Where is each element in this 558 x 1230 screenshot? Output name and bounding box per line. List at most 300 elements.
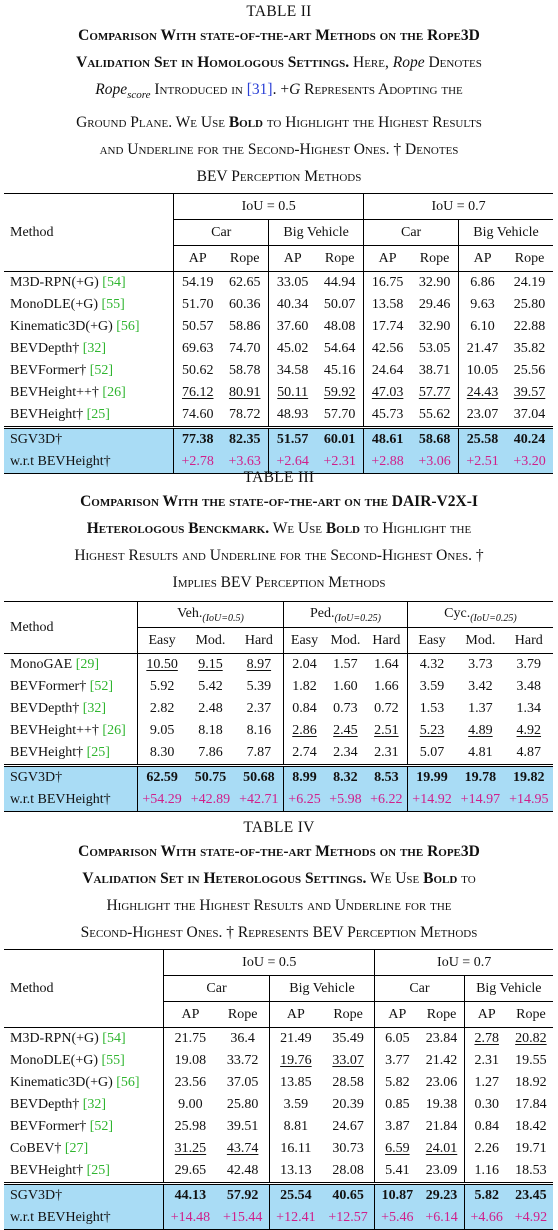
second-best-value: 76.12 (181, 385, 214, 401)
column-header: Hard (244, 632, 273, 648)
gain-value: +14.95 (505, 789, 553, 812)
group-iou: (IoU=0.25) (470, 612, 517, 624)
best-value: 19.99 (407, 766, 456, 790)
citation-link[interactable]: [25] (86, 407, 110, 423)
caption-text: Represents Adopting the (300, 81, 463, 98)
value-cell: 28.08 (332, 1163, 364, 1178)
gain-value: +42.71 (235, 789, 284, 812)
value-cell: 23.56 (164, 1072, 217, 1094)
value-cell: 17.74 (364, 316, 411, 338)
subgroup-header: Car (375, 976, 464, 1002)
group-iou: (IoU=0.5) (202, 612, 244, 624)
method-name (4, 294, 174, 316)
group-header (284, 602, 408, 628)
caption-line (6, 865, 552, 892)
value-cell: 25.80 (226, 1097, 259, 1112)
value-cell: 1.60 (333, 679, 358, 694)
value-cell (221, 382, 268, 404)
table-caption (0, 488, 558, 596)
value-cell: 13.58 (364, 294, 411, 316)
caption-text: Implies BEV Perception Methods (172, 574, 386, 591)
best-value: 10.87 (375, 1184, 420, 1208)
best-value: 57.92 (217, 1184, 270, 1208)
value-cell: 21.75 (164, 1028, 217, 1051)
group-header (407, 602, 553, 628)
citation-link[interactable]: [29] (75, 657, 100, 672)
caption-text: Heterologous Benckmark. (86, 520, 270, 537)
value-cell: 28.58 (332, 1075, 364, 1090)
method-header: Method (10, 224, 54, 240)
caption-text: to Highlight the Highest Results (263, 114, 482, 132)
column-header: Mod. (465, 632, 496, 648)
method-label: M3D-RPN(+G) (10, 1031, 99, 1046)
gain-label: w.r.t BEVHeight† (4, 451, 174, 474)
column-header: Rope (333, 1006, 363, 1022)
caption-text: Rope (392, 54, 425, 71)
value-cell: 54.64 (323, 341, 356, 357)
results-table (0, 193, 558, 474)
results-table (0, 949, 558, 1230)
subgroup-header: Big Vehicle (269, 220, 364, 246)
caption-text: BEV Perception Methods (196, 168, 362, 186)
gain-label: w.r.t BEVHeight† (4, 1207, 164, 1230)
column-header: Hard (372, 632, 401, 648)
value-cell: 37.05 (226, 1075, 259, 1090)
caption-text: Here, (349, 54, 393, 71)
table-row (4, 382, 553, 404)
value-cell: 36.4 (217, 1028, 270, 1051)
value-cell: 34.58 (269, 360, 316, 382)
value-cell: 5.92 (137, 676, 186, 698)
value-cell: 32.90 (418, 319, 451, 335)
method-label: MonoGAE (10, 657, 73, 672)
citation-link[interactable]: [56] (116, 319, 140, 335)
value-cell: 1.27 (464, 1072, 509, 1094)
column-header: AP (459, 246, 506, 272)
best-value: 60.01 (316, 428, 363, 452)
second-best-value: 19.76 (280, 1053, 312, 1068)
value-cell: 2.82 (137, 698, 186, 720)
value-cell: 42.48 (226, 1163, 259, 1178)
method-label: BEVHeight++† (10, 385, 99, 401)
gain-label: w.r.t BEVHeight† (4, 789, 137, 812)
value-cell: 40.34 (269, 294, 316, 316)
best-value: 40.65 (322, 1184, 375, 1208)
ours-row (4, 428, 553, 452)
caption-line (6, 569, 552, 596)
value-cell: 3.48 (516, 679, 542, 694)
value-cell (284, 720, 325, 742)
value-cell (186, 654, 234, 677)
caption-line (6, 488, 552, 515)
value-cell: 21.49 (269, 1028, 322, 1051)
best-value: 58.68 (411, 428, 458, 452)
value-cell: 6.86 (459, 272, 506, 295)
gain-value: +2.88 (364, 451, 411, 474)
value-cell: 62.65 (221, 272, 268, 295)
value-cell: 5.39 (246, 679, 272, 694)
citation-link[interactable]: [54] (102, 275, 126, 291)
value-cell: 0.72 (374, 701, 399, 716)
gain-value: +14.97 (456, 789, 504, 812)
table-row (4, 698, 553, 720)
table-row (4, 1028, 553, 1051)
caption-text: Highest Results and Underline for the Second-Highest Ones. † (74, 547, 484, 564)
gain-value: +54.29 (137, 789, 186, 812)
value-cell (509, 1028, 553, 1051)
column-header: Rope (229, 250, 260, 266)
value-cell (364, 382, 411, 404)
table-row (4, 1072, 553, 1094)
method-name (4, 742, 137, 766)
second-best-value: 59.92 (323, 385, 356, 401)
value-cell: 3.79 (505, 654, 553, 677)
method-label: BEVHeight† (10, 407, 84, 423)
table-row (4, 676, 553, 698)
best-value: 50.68 (235, 766, 284, 790)
value-cell: 24.19 (506, 272, 553, 295)
best-value: 19.82 (505, 766, 553, 790)
value-cell: 45.73 (364, 404, 411, 428)
value-cell (269, 1050, 322, 1072)
value-cell: 32.90 (411, 272, 458, 295)
ours-method: SGV3D† (4, 428, 174, 452)
subgroup-header: Car (164, 976, 269, 1002)
best-value: 82.35 (221, 428, 268, 452)
second-best-value: 50.11 (277, 385, 309, 401)
second-best-value: 6.59 (385, 1141, 410, 1156)
caption-text: [31] (246, 81, 273, 98)
method-name (4, 1160, 164, 1184)
value-cell: 13.85 (269, 1072, 322, 1094)
value-cell: 42.56 (364, 338, 411, 360)
table-label: TABLE II (246, 3, 312, 20)
table-caption (0, 838, 558, 946)
group-header: IoU = 0.5 (174, 194, 364, 220)
value-cell: 1.57 (325, 654, 366, 677)
gain-value: +5.98 (325, 789, 366, 812)
citation-link[interactable]: [52] (89, 679, 114, 694)
value-cell (137, 654, 186, 677)
column-header: AP (464, 1002, 509, 1028)
second-best-value: 24.43 (466, 385, 499, 401)
value-cell: 23.06 (425, 1075, 458, 1090)
method-name (4, 382, 174, 404)
table-row (4, 338, 553, 360)
method-label: BEVHeight++† (10, 723, 99, 738)
column-header: Rope (426, 1006, 457, 1022)
ours-row (4, 1184, 553, 1208)
value-cell: 9.63 (459, 294, 506, 316)
caption-line (6, 136, 552, 163)
method-label: MonoDLE(+G) (10, 1053, 98, 1068)
value-cell: 0.73 (333, 701, 358, 716)
citation-link[interactable]: [27] (64, 1141, 89, 1156)
method-label: BEVDepth† (10, 341, 80, 357)
value-cell: 2.74 (284, 742, 325, 766)
subgroup-header: Big Vehicle (464, 976, 553, 1002)
column-header: Easy (284, 628, 325, 654)
subgroup-header: Big Vehicle (459, 220, 553, 246)
value-cell: 0.84 (464, 1116, 509, 1138)
second-best-value: 33.07 (332, 1053, 364, 1068)
value-cell: 0.84 (284, 698, 325, 720)
gain-value: +6.22 (366, 789, 407, 812)
gain-value: +14.92 (407, 789, 456, 812)
table-row (4, 316, 553, 338)
ours-row (4, 766, 553, 790)
best-value: 77.38 (174, 428, 221, 452)
value-cell: 7.86 (198, 745, 223, 760)
second-best-value: 4.89 (468, 723, 493, 738)
value-cell: 44.94 (316, 272, 363, 295)
group-header: IoU = 0.7 (375, 950, 553, 976)
header-row (4, 602, 553, 628)
value-cell: 23.09 (425, 1163, 458, 1178)
value-cell (506, 382, 553, 404)
value-cell: 16.75 (364, 272, 411, 295)
method-name (4, 1072, 164, 1094)
second-best-value: 57.77 (418, 385, 451, 401)
method-label: Kinematic3D(+G) (10, 319, 113, 335)
table-row (4, 1138, 553, 1160)
value-cell: 29.65 (164, 1160, 217, 1184)
value-cell: 1.34 (516, 701, 542, 716)
caption-text: Ground Plane. We Use (76, 114, 229, 132)
gain-value: +2.64 (269, 451, 316, 474)
caption-text: Validation Set in Heterologous Settings. (82, 870, 367, 887)
column-header: AP (269, 1002, 322, 1028)
value-cell: 25.98 (164, 1116, 217, 1138)
gain-value: +3.06 (411, 451, 458, 474)
value-cell: 8.30 (137, 742, 186, 766)
second-best-value: 2.51 (374, 723, 399, 738)
value-cell: 4.87 (516, 745, 542, 760)
value-cell: 8.18 (198, 723, 223, 738)
table-row (4, 654, 553, 677)
method-label: BEVHeight† (10, 1163, 84, 1178)
column-header: Rope (227, 1006, 258, 1022)
second-best-value: 2.86 (292, 723, 317, 738)
value-cell: 5.82 (375, 1072, 420, 1094)
value-cell: 38.71 (418, 363, 451, 379)
group-header: IoU = 0.5 (164, 950, 375, 976)
citation-link[interactable]: [26] (102, 385, 126, 401)
value-cell: 51.70 (174, 294, 221, 316)
gain-value: +4.92 (509, 1207, 553, 1230)
caption-text: Bold (325, 520, 361, 537)
column-header: Rope (516, 1006, 546, 1022)
gain-value: +15.44 (217, 1207, 270, 1230)
gain-value: +2.78 (174, 451, 221, 474)
citation-link[interactable]: [52] (89, 363, 114, 379)
table-row (4, 1116, 553, 1138)
value-cell: 30.73 (332, 1141, 364, 1156)
value-cell: 19.71 (515, 1141, 547, 1156)
value-cell: 9.00 (164, 1094, 217, 1116)
method-name (4, 404, 174, 428)
comparison-table (4, 949, 553, 1230)
value-cell: 48.08 (323, 319, 356, 335)
gain-value: +42.89 (186, 789, 234, 812)
citation-link[interactable]: [54] (102, 1031, 126, 1046)
method-header: Method (10, 619, 54, 635)
value-cell: 0.30 (464, 1094, 509, 1116)
value-cell: 17.84 (515, 1097, 547, 1112)
column-header: Easy (407, 628, 456, 654)
table-row (4, 404, 553, 428)
value-cell (505, 720, 553, 742)
caption-line (6, 838, 552, 865)
caption-text: Highlight the Highest Results and Underline for the (106, 897, 452, 914)
value-cell: 24.67 (332, 1119, 364, 1134)
gain-value: +3.63 (221, 451, 268, 474)
value-cell (322, 1050, 375, 1072)
value-cell (269, 382, 316, 404)
value-cell: 10.05 (459, 360, 506, 382)
gain-value: +4.66 (464, 1207, 509, 1230)
value-cell (411, 382, 458, 404)
caption-line (6, 109, 552, 136)
value-cell: 8.81 (269, 1116, 322, 1138)
table-row (4, 294, 553, 316)
value-cell: 29.46 (418, 297, 451, 313)
value-cell: 45.02 (269, 338, 316, 360)
caption-text: Bold (423, 870, 458, 887)
citation-link[interactable]: [52] (89, 1119, 114, 1134)
method-name (4, 1116, 164, 1138)
value-cell: 18.92 (515, 1075, 547, 1090)
table-row (4, 1160, 553, 1184)
caption-line (6, 892, 552, 919)
value-cell: 2.26 (464, 1138, 509, 1160)
gain-row (4, 1207, 553, 1230)
table-row (4, 360, 553, 382)
caption-text: We Use (269, 520, 326, 537)
table-row (4, 272, 553, 295)
second-best-value: 24.01 (425, 1141, 458, 1156)
caption-line (6, 22, 552, 49)
value-cell: 24.64 (364, 360, 411, 382)
second-best-value: 20.82 (515, 1031, 547, 1046)
column-header: Mod. (195, 632, 226, 648)
value-cell: 35.82 (513, 341, 546, 357)
caption-line (6, 919, 552, 946)
best-value: 23.45 (509, 1184, 553, 1208)
comparison-table (4, 601, 553, 812)
value-cell: 50.07 (323, 297, 356, 313)
best-value: 25.58 (459, 428, 506, 452)
value-cell: 5.07 (407, 742, 456, 766)
caption-line (6, 515, 552, 542)
second-best-value: 43.74 (226, 1141, 259, 1156)
value-cell: 21.84 (425, 1119, 458, 1134)
citation-link[interactable]: [32] (82, 701, 107, 716)
citation-link[interactable]: [56] (116, 1075, 140, 1090)
caption-text: score (127, 89, 151, 102)
citation-link[interactable]: [55] (101, 1053, 125, 1068)
method-name (4, 1028, 164, 1051)
gain-row (4, 789, 553, 812)
citation-link[interactable]: [55] (101, 297, 125, 313)
method-name (4, 720, 137, 742)
value-cell: 9.05 (137, 720, 186, 742)
column-header: Rope (419, 250, 450, 266)
value-cell: 3.59 (269, 1094, 322, 1116)
value-cell: 2.31 (374, 745, 399, 760)
citation-link[interactable]: [32] (82, 341, 107, 357)
best-value: 19.78 (456, 766, 504, 790)
caption-line (6, 163, 552, 190)
second-best-value: 2.78 (474, 1031, 499, 1046)
caption-text: Comparison With state-of-the-art Methods on the Rope3D (78, 27, 480, 44)
value-cell (164, 1138, 217, 1160)
value-cell: 5.41 (375, 1160, 420, 1184)
citation-link[interactable]: [25] (86, 745, 110, 760)
value-cell: 19.55 (515, 1053, 547, 1068)
method-label: BEVFormer† (10, 1119, 87, 1134)
group-iou: (IoU=0.25) (334, 612, 381, 624)
best-value: 8.99 (284, 766, 325, 790)
value-cell (419, 1138, 464, 1160)
table-iv-block (0, 818, 558, 1230)
comparison-table (4, 193, 553, 474)
value-cell (316, 382, 363, 404)
table-row (4, 1050, 553, 1072)
caption-text: . + (272, 81, 290, 98)
second-best-value: 31.25 (174, 1141, 207, 1156)
table-row (4, 742, 553, 766)
citation-link[interactable]: [25] (86, 1163, 110, 1178)
method-label: M3D-RPN(+G) (10, 275, 99, 291)
gain-value: +6.25 (284, 789, 325, 812)
value-cell: 0.85 (375, 1094, 420, 1116)
subgroup-header: Car (174, 220, 269, 246)
value-cell: 22.88 (513, 319, 546, 335)
column-header: Mod. (330, 632, 361, 648)
value-cell: 37.60 (269, 316, 316, 338)
method-label: BEVFormer† (10, 363, 87, 379)
citation-link[interactable]: [32] (82, 1097, 107, 1112)
value-cell: 33.72 (226, 1053, 259, 1068)
value-cell: 2.34 (333, 745, 358, 760)
value-cell: 19.08 (164, 1050, 217, 1072)
value-cell: 55.62 (418, 407, 451, 423)
group-title: Cyc. (444, 605, 471, 621)
value-cell: 3.87 (375, 1116, 420, 1138)
value-cell: 2.48 (198, 701, 223, 716)
method-label: BEVDepth† (10, 701, 80, 716)
value-cell: 50.57 (174, 316, 221, 338)
value-cell: 2.31 (464, 1050, 509, 1072)
gain-value: +12.57 (322, 1207, 375, 1230)
value-cell: 2.04 (284, 654, 325, 677)
column-header: Rope (324, 250, 355, 266)
table-ii-block (0, 2, 558, 474)
second-best-value: 2.45 (333, 723, 358, 738)
gain-value: +14.48 (164, 1207, 217, 1230)
value-cell: 1.82 (284, 676, 325, 698)
value-cell: 21.47 (459, 338, 506, 360)
caption-text: to (457, 870, 476, 887)
citation-link[interactable]: [26] (102, 723, 126, 738)
best-value: 8.53 (366, 766, 407, 790)
method-name (4, 698, 137, 720)
value-cell: 8.16 (246, 723, 272, 738)
value-cell: 4.81 (468, 745, 493, 760)
value-cell: 33.05 (269, 272, 316, 295)
caption-text: We Use (366, 870, 424, 887)
